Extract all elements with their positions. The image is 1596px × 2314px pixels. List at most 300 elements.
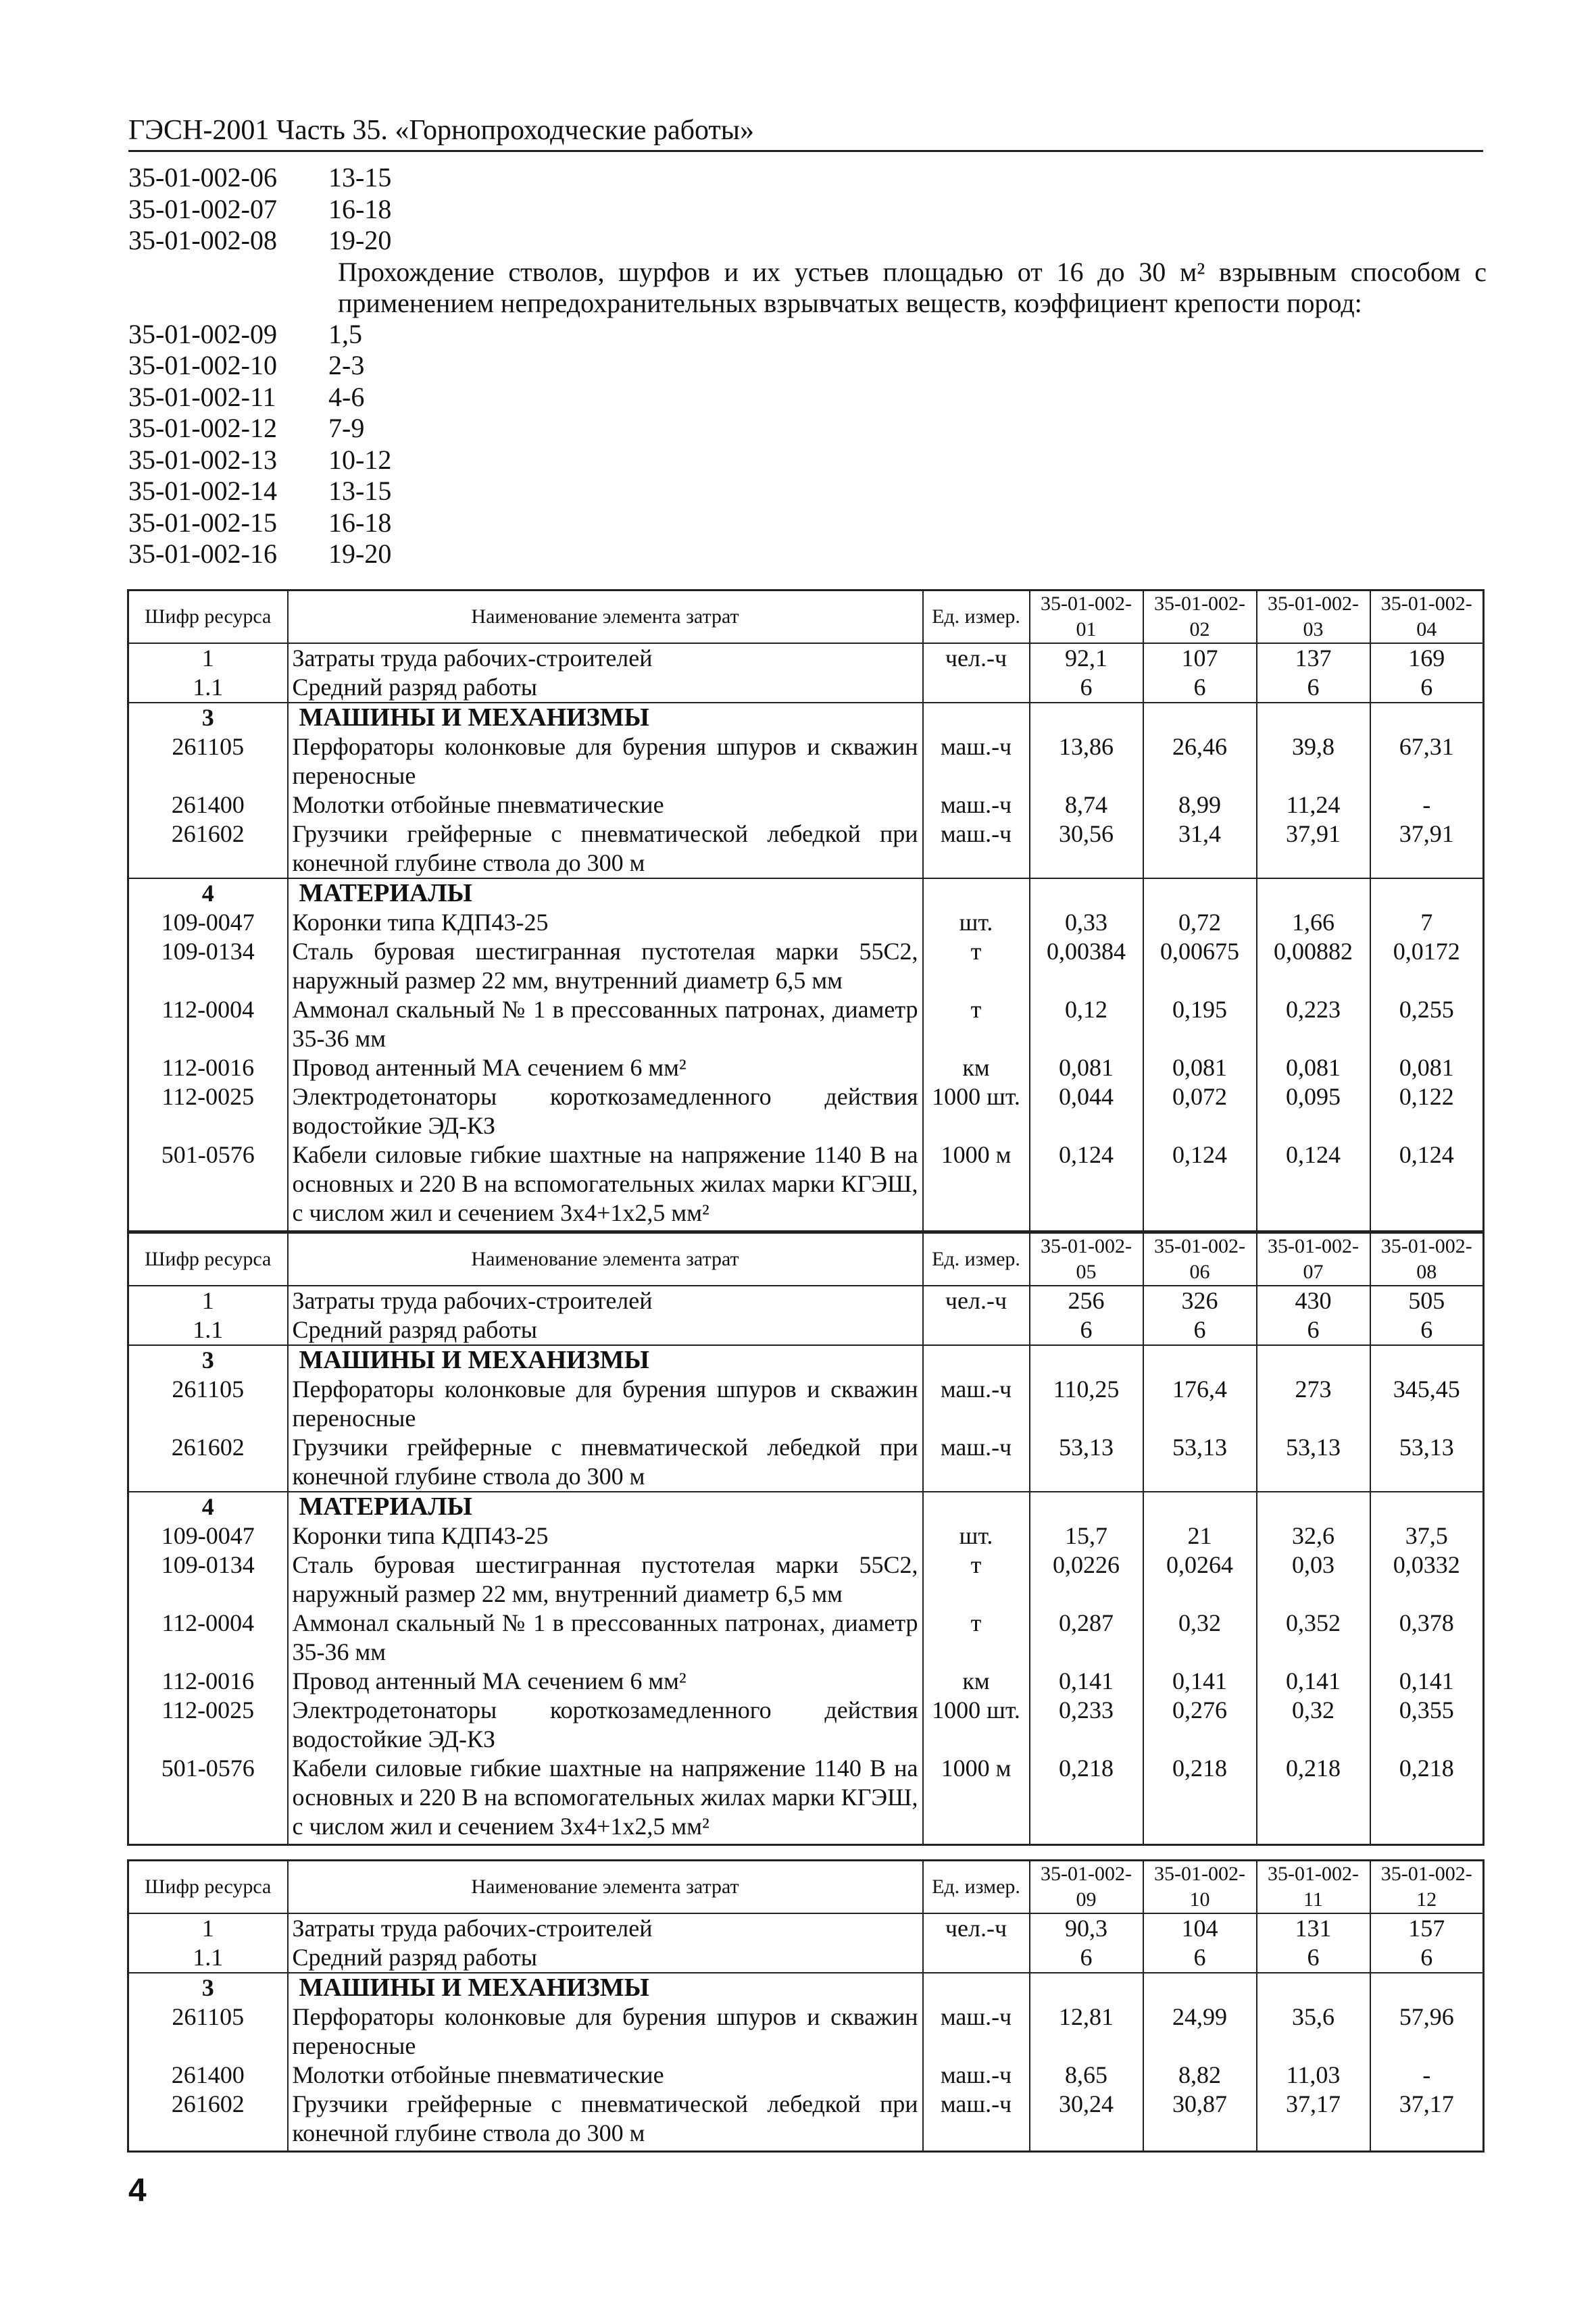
norm-value: 104 <box>1143 1913 1257 1943</box>
resource-unit: чел.-ч <box>923 643 1030 673</box>
norm-code: 35-01-002-08 <box>128 225 277 255</box>
norm-value: 256 <box>1030 1286 1143 1315</box>
resource-name: МАШИНЫ И МЕХАНИЗМЫ <box>288 703 923 732</box>
norm-value: 6 <box>1143 1315 1257 1345</box>
norm-value <box>1370 703 1484 732</box>
header-norm-code: 35-01-002-05 <box>1030 1233 1143 1286</box>
norm-value: 6 <box>1143 673 1257 703</box>
resource-name: Затраты труда рабочих-строителей <box>288 643 923 673</box>
resource-code: 261602 <box>128 1433 288 1492</box>
norm-value: 0,0226 <box>1030 1551 1143 1609</box>
norm-value: 90,3 <box>1030 1913 1143 1943</box>
resource-unit: маш.-ч <box>923 820 1030 878</box>
norm-value: 6 <box>1257 1943 1370 1973</box>
resource-unit <box>923 1943 1030 1973</box>
norm-value: 6 <box>1257 673 1370 703</box>
norm-value: 24,99 <box>1143 2003 1257 2061</box>
norm-value: 0,095 <box>1257 1082 1370 1140</box>
norm-value: 0,195 <box>1143 995 1257 1053</box>
resource-name: Молотки отбойные пневматические <box>288 790 923 820</box>
table-row <box>128 1315 1484 1345</box>
resource-name: МАТЕРИАЛЫ <box>288 878 923 908</box>
section-row <box>128 878 1484 908</box>
norm-value <box>1143 703 1257 732</box>
resource-code: 261602 <box>128 2090 288 2152</box>
section-row <box>128 703 1484 732</box>
resource-name: Средний разряд работы <box>288 1315 923 1345</box>
resource-code: 112-0025 <box>128 1082 288 1140</box>
resource-unit: 1000 шт. <box>923 1696 1030 1754</box>
norm-value: 137 <box>1257 643 1370 673</box>
resource-name: МАТЕРИАЛЫ <box>288 1492 923 1521</box>
table-row <box>128 2090 1484 2152</box>
norm-value: 505 <box>1370 1286 1484 1315</box>
norm-value <box>1257 878 1370 908</box>
header-norm-code: 35-01-002-02 <box>1143 590 1257 644</box>
table-row <box>128 2003 1484 2061</box>
code-line <box>128 382 1487 413</box>
resource-name: Провод антенный МА сечением 6 мм² <box>288 1053 923 1082</box>
resource-code: 261602 <box>128 820 288 878</box>
norm-value: 6 <box>1257 1315 1370 1345</box>
resource-unit: км <box>923 1053 1030 1082</box>
norm-value <box>1257 1973 1370 2003</box>
page-header: ГЭСН-2001 Часть 35. «Горнопроходческие работы» <box>128 114 1483 152</box>
norm-value: 345,45 <box>1370 1375 1484 1433</box>
norm-value: 37,5 <box>1370 1521 1484 1551</box>
norm-value: 0,044 <box>1030 1082 1143 1140</box>
hardness-range: 4-6 <box>328 381 365 412</box>
norm-value <box>1257 703 1370 732</box>
resource-code: 501-0576 <box>128 1754 288 1845</box>
resource-name: МАШИНЫ И МЕХАНИЗМЫ <box>288 1345 923 1375</box>
norm-value: 176,4 <box>1143 1375 1257 1433</box>
resource-code: 3 <box>128 1345 288 1375</box>
page-number: 4 <box>128 2173 147 2209</box>
resource-name: Кабели силовые гибкие шахтные на напряжение 1140 В на основных и 220 В на вспомогательных жилах марки КГЭШ, с числом жил и сечением 3х4+1х2,5 мм² <box>288 1140 923 1232</box>
resource-name: Электродетонаторы короткозамедленного действия водостойкие ЭД-КЗ <box>288 1082 923 1140</box>
norm-code: 35-01-002-11 <box>128 381 276 412</box>
norm-value: 6 <box>1370 1315 1484 1345</box>
norm-value: 0,141 <box>1030 1667 1143 1696</box>
table-row <box>128 790 1484 820</box>
norm-value: 0,03 <box>1257 1551 1370 1609</box>
resource-unit: 1000 м <box>923 1140 1030 1232</box>
resource-code: 109-0134 <box>128 1551 288 1609</box>
code-line <box>128 538 1487 570</box>
norm-value <box>1143 1492 1257 1521</box>
header-norm-code: 35-01-002-04 <box>1370 590 1484 644</box>
header-code: Шифр ресурса <box>128 1233 288 1286</box>
norm-code: 35-01-002-09 <box>128 318 277 349</box>
resource-code: 261105 <box>128 732 288 790</box>
table-row <box>128 673 1484 703</box>
norm-value: 0,072 <box>1143 1082 1257 1140</box>
resource-code: 1.1 <box>128 1943 288 1973</box>
table-header-row <box>128 1233 1484 1286</box>
resource-unit: маш.-ч <box>923 2003 1030 2061</box>
header-norm-code: 35-01-002-11 <box>1257 1861 1370 1914</box>
section-row <box>128 1345 1484 1375</box>
resource-code: 112-0016 <box>128 1667 288 1696</box>
resource-name: Коронки типа КДП43-25 <box>288 1521 923 1551</box>
norm-value: 26,46 <box>1143 732 1257 790</box>
code-line <box>128 350 1487 382</box>
norm-value: 0,0332 <box>1370 1551 1484 1609</box>
norm-value: 30,24 <box>1030 2090 1143 2152</box>
table-row <box>128 1696 1484 1754</box>
norm-value: 15,7 <box>1030 1521 1143 1551</box>
table-row <box>128 2061 1484 2090</box>
table-row <box>128 643 1484 673</box>
norm-value: 0,00384 <box>1030 937 1143 995</box>
norm-value <box>1257 1492 1370 1521</box>
norm-value: 7 <box>1370 908 1484 937</box>
norm-value: 0,00675 <box>1143 937 1257 995</box>
norm-value: 57,96 <box>1370 2003 1484 2061</box>
norm-value: 53,13 <box>1257 1433 1370 1492</box>
resource-name: Молотки отбойные пневматические <box>288 2061 923 2090</box>
header-name: Наименование элемента затрат <box>288 1861 923 1914</box>
code-line <box>128 162 1487 194</box>
header-norm-code: 35-01-002-01 <box>1030 590 1143 644</box>
norm-value: 0,081 <box>1030 1053 1143 1082</box>
norm-value: 30,56 <box>1030 820 1143 878</box>
hardness-range: 16-18 <box>328 507 392 538</box>
norm-code: 35-01-002-13 <box>128 444 277 475</box>
table-row <box>128 908 1484 937</box>
norm-value: 0,124 <box>1257 1140 1370 1232</box>
resource-unit: шт. <box>923 908 1030 937</box>
norm-code: 35-01-002-14 <box>128 476 277 506</box>
header-unit: Ед. измер. <box>923 1861 1030 1914</box>
resource-code: 3 <box>128 1973 288 2003</box>
header-norm-code: 35-01-002-12 <box>1370 1861 1484 1914</box>
norm-value: 0,081 <box>1143 1053 1257 1082</box>
resource-code: 261105 <box>128 1375 288 1433</box>
norm-value: 21 <box>1143 1521 1257 1551</box>
resource-name: Аммонал скальный № 1 в прессованных патронах, диаметр 35-36 мм <box>288 1609 923 1667</box>
code-line <box>128 445 1487 476</box>
norm-value: 157 <box>1370 1913 1484 1943</box>
table-row <box>128 1140 1484 1232</box>
norm-value <box>1030 1345 1143 1375</box>
resource-unit: маш.-ч <box>923 732 1030 790</box>
table-row <box>128 937 1484 995</box>
norm-value: 0,218 <box>1370 1754 1484 1845</box>
hardness-range: 13-15 <box>328 162 392 193</box>
norm-value: 53,13 <box>1370 1433 1484 1492</box>
norm-value <box>1257 1345 1370 1375</box>
resource-unit: шт. <box>923 1521 1030 1551</box>
norm-value <box>1370 1492 1484 1521</box>
norm-value: 0,12 <box>1030 995 1143 1053</box>
norm-value: 8,74 <box>1030 790 1143 820</box>
resource-code: 112-0004 <box>128 995 288 1053</box>
table-row <box>128 1913 1484 1943</box>
norm-value: 37,17 <box>1370 2090 1484 2152</box>
norm-code: 35-01-002-07 <box>128 193 277 224</box>
resource-code: 1.1 <box>128 1315 288 1345</box>
section-row <box>128 1492 1484 1521</box>
norm-value: 0,141 <box>1257 1667 1370 1696</box>
section-description: Прохождение стволов, шурфов и их устьев площадью от 16 до 30 м² взрывным способом с применением непредохранительных взрывчатых веществ, коэффициент крепости пород: <box>338 256 1487 318</box>
norm-value: 13,86 <box>1030 732 1143 790</box>
norm-code: 35-01-002-10 <box>128 350 277 380</box>
norm-value: 53,13 <box>1143 1433 1257 1492</box>
norm-value: 0,287 <box>1030 1609 1143 1667</box>
header-norm-code: 35-01-002-10 <box>1143 1861 1257 1914</box>
resource-name: Грузчики грейферные с пневматической лебедкой при конечной глубине ствола до 300 м <box>288 820 923 878</box>
resource-code: 1 <box>128 1913 288 1943</box>
header-code: Шифр ресурса <box>128 1861 288 1914</box>
norms-table-1 <box>127 589 1485 1232</box>
norm-value: 67,31 <box>1370 732 1484 790</box>
norm-value: 6 <box>1370 673 1484 703</box>
norm-value <box>1370 878 1484 908</box>
norm-value <box>1143 1973 1257 2003</box>
norm-value: 430 <box>1257 1286 1370 1315</box>
table-row <box>128 1433 1484 1492</box>
norm-value: 0,233 <box>1030 1696 1143 1754</box>
resource-name: Сталь буровая шестигранная пустотелая марки 55С2, наружный размер 22 мм, внутренний диаметр 6,5 мм <box>288 1551 923 1609</box>
resource-name: Коронки типа КДП43-25 <box>288 908 923 937</box>
norm-value: 0,352 <box>1257 1609 1370 1667</box>
norm-value: 1,66 <box>1257 908 1370 937</box>
norm-value: 107 <box>1143 643 1257 673</box>
norm-value: 31,4 <box>1143 820 1257 878</box>
norm-value: 0,141 <box>1143 1667 1257 1696</box>
norm-value: 6 <box>1030 1315 1143 1345</box>
resource-code: 1.1 <box>128 673 288 703</box>
resource-code: 4 <box>128 1492 288 1521</box>
resource-unit: маш.-ч <box>923 790 1030 820</box>
norm-value: 0,124 <box>1030 1140 1143 1232</box>
norm-value: 11,24 <box>1257 790 1370 820</box>
resource-name: МАШИНЫ И МЕХАНИЗМЫ <box>288 1973 923 2003</box>
header-norm-code: 35-01-002-06 <box>1143 1233 1257 1286</box>
norm-value: 0,33 <box>1030 908 1143 937</box>
resource-unit <box>923 1492 1030 1521</box>
resource-name: Грузчики грейферные с пневматической лебедкой при конечной глубине ствола до 300 м <box>288 1433 923 1492</box>
norm-code: 35-01-002-12 <box>128 413 277 443</box>
norm-value: 0,218 <box>1030 1754 1143 1845</box>
norm-value: 37,91 <box>1257 820 1370 878</box>
header-norm-code: 35-01-002-07 <box>1257 1233 1370 1286</box>
resource-code: 1 <box>128 643 288 673</box>
resource-unit: т <box>923 995 1030 1053</box>
resource-unit: чел.-ч <box>923 1286 1030 1315</box>
resource-unit: чел.-ч <box>923 1913 1030 1943</box>
header-unit: Ед. измер. <box>923 590 1030 644</box>
resource-name: Средний разряд работы <box>288 1943 923 1973</box>
resource-unit: т <box>923 1551 1030 1609</box>
table-header-row <box>128 1861 1484 1914</box>
resource-name: Провод антенный МА сечением 6 мм² <box>288 1667 923 1696</box>
code-line <box>128 507 1487 539</box>
resource-name: Перфораторы колонковые для бурения шпуров и скважин переносные <box>288 1375 923 1433</box>
norm-value <box>1030 703 1143 732</box>
table-row <box>128 1082 1484 1140</box>
hardness-range: 13-15 <box>328 476 392 506</box>
norm-code: 35-01-002-16 <box>128 538 277 569</box>
norm-value: 11,03 <box>1257 2061 1370 2090</box>
hardness-range: 16-18 <box>328 193 392 224</box>
resource-name: Грузчики грейферные с пневматической лебедкой при конечной глубине ствола до 300 м <box>288 2090 923 2152</box>
header-norm-code: 35-01-002-03 <box>1257 590 1370 644</box>
resource-unit: 1000 м <box>923 1754 1030 1845</box>
norm-value: 12,81 <box>1030 2003 1143 2061</box>
resource-name: Затраты труда рабочих-строителей <box>288 1286 923 1315</box>
norm-value: 37,17 <box>1257 2090 1370 2152</box>
header-name: Наименование элемента затрат <box>288 590 923 644</box>
resource-code: 109-0047 <box>128 1521 288 1551</box>
resource-code: 112-0004 <box>128 1609 288 1667</box>
resource-code: 4 <box>128 878 288 908</box>
norm-value: - <box>1370 790 1484 820</box>
norm-value: 0,32 <box>1143 1609 1257 1667</box>
norm-value: 32,6 <box>1257 1521 1370 1551</box>
resource-code: 112-0016 <box>128 1053 288 1082</box>
code-line <box>128 225 1487 257</box>
norm-value <box>1143 878 1257 908</box>
norm-value: 0,276 <box>1143 1696 1257 1754</box>
norm-value <box>1370 1345 1484 1375</box>
norm-value: 6 <box>1030 1943 1143 1973</box>
norm-value: 0,218 <box>1257 1754 1370 1845</box>
norm-value: 30,87 <box>1143 2090 1257 2152</box>
resource-code: 3 <box>128 703 288 732</box>
norm-value: 0,218 <box>1143 1754 1257 1845</box>
table-row <box>128 1053 1484 1082</box>
code-line <box>128 476 1487 507</box>
norm-value: 37,91 <box>1370 820 1484 878</box>
table-row <box>128 820 1484 878</box>
norm-value: 0,72 <box>1143 908 1257 937</box>
norm-value: 39,8 <box>1257 732 1370 790</box>
norm-value: 0,124 <box>1143 1140 1257 1232</box>
norm-value: 6 <box>1143 1943 1257 1973</box>
resource-unit <box>923 878 1030 908</box>
norm-value: 6 <box>1370 1943 1484 1973</box>
resource-code: 261105 <box>128 2003 288 2061</box>
resource-name: Аммонал скальный № 1 в прессованных патронах, диаметр 35-36 мм <box>288 995 923 1053</box>
hardness-range: 19-20 <box>328 538 392 569</box>
norms-table-3 <box>127 1859 1485 2153</box>
code-list <box>128 162 1487 570</box>
hardness-range: 7-9 <box>328 413 365 443</box>
norm-value <box>1370 1973 1484 2003</box>
resource-name: Перфораторы колонковые для бурения шпуров и скважин переносные <box>288 2003 923 2061</box>
norm-value: 131 <box>1257 1913 1370 1943</box>
resource-unit: маш.-ч <box>923 1375 1030 1433</box>
norm-value <box>1030 1973 1143 2003</box>
table-header-row <box>128 590 1484 644</box>
norm-value: 35,6 <box>1257 2003 1370 2061</box>
norm-value: 0,141 <box>1370 1667 1484 1696</box>
table-row <box>128 732 1484 790</box>
resource-name: Перфораторы колонковые для бурения шпуров и скважин переносные <box>288 732 923 790</box>
norm-value: 6 <box>1030 673 1143 703</box>
resource-unit <box>923 1315 1030 1345</box>
resource-name: Сталь буровая шестигранная пустотелая марки 55С2, наружный размер 22 мм, внутренний диаметр 6,5 мм <box>288 937 923 995</box>
hardness-range: 2-3 <box>328 350 365 380</box>
norm-value: 110,25 <box>1030 1375 1143 1433</box>
resource-unit <box>923 673 1030 703</box>
norm-value <box>1143 1345 1257 1375</box>
section-row <box>128 1973 1484 2003</box>
code-line <box>128 413 1487 445</box>
table-row <box>128 1754 1484 1845</box>
norm-value: 0,0264 <box>1143 1551 1257 1609</box>
resource-name: Электродетонаторы короткозамедленного действия водостойкие ЭД-КЗ <box>288 1696 923 1754</box>
table-row <box>128 1609 1484 1667</box>
table-row <box>128 1943 1484 1973</box>
norm-value: 0,00882 <box>1257 937 1370 995</box>
resource-unit: маш.-ч <box>923 2061 1030 2090</box>
norm-value: 169 <box>1370 643 1484 673</box>
norm-value: 0,081 <box>1257 1053 1370 1082</box>
table-row <box>128 995 1484 1053</box>
header-name: Наименование элемента затрат <box>288 1233 923 1286</box>
norm-code: 35-01-002-06 <box>128 162 277 193</box>
resource-code: 109-0134 <box>128 937 288 995</box>
resource-unit <box>923 1345 1030 1375</box>
norm-value: - <box>1370 2061 1484 2090</box>
resource-code: 261400 <box>128 2061 288 2090</box>
header-code: Шифр ресурса <box>128 590 288 644</box>
norm-value: 0,355 <box>1370 1696 1484 1754</box>
resource-unit: маш.-ч <box>923 2090 1030 2152</box>
norm-code: 35-01-002-15 <box>128 507 277 538</box>
norm-value <box>1030 1492 1143 1521</box>
resource-unit: маш.-ч <box>923 1433 1030 1492</box>
resource-code: 501-0576 <box>128 1140 288 1232</box>
hardness-range: 1,5 <box>328 318 362 349</box>
resource-unit: км <box>923 1667 1030 1696</box>
table-row <box>128 1375 1484 1433</box>
resource-name: Средний разряд работы <box>288 673 923 703</box>
norm-value: 0,0172 <box>1370 937 1484 995</box>
resource-code: 261400 <box>128 790 288 820</box>
norm-value: 0,255 <box>1370 995 1484 1053</box>
resource-name: Затраты труда рабочих-строителей <box>288 1913 923 1943</box>
hardness-range: 10-12 <box>328 444 392 475</box>
norm-value: 8,65 <box>1030 2061 1143 2090</box>
norm-value: 0,081 <box>1370 1053 1484 1082</box>
norm-value: 0,122 <box>1370 1082 1484 1140</box>
norm-value: 8,99 <box>1143 790 1257 820</box>
norm-value: 273 <box>1257 1375 1370 1433</box>
table-row <box>128 1667 1484 1696</box>
resource-code: 112-0025 <box>128 1696 288 1754</box>
header-unit: Ед. измер. <box>923 1233 1030 1286</box>
norm-value: 8,82 <box>1143 2061 1257 2090</box>
norm-value: 326 <box>1143 1286 1257 1315</box>
norm-value <box>1030 878 1143 908</box>
table-row <box>128 1286 1484 1315</box>
resource-unit <box>923 703 1030 732</box>
norm-value: 53,13 <box>1030 1433 1143 1492</box>
resource-unit: 1000 шт. <box>923 1082 1030 1140</box>
hardness-range: 19-20 <box>328 225 392 255</box>
norms-table-2 <box>127 1232 1485 1846</box>
header-norm-code: 35-01-002-09 <box>1030 1861 1143 1914</box>
header-norm-code: 35-01-002-08 <box>1370 1233 1484 1286</box>
resource-code: 109-0047 <box>128 908 288 937</box>
norm-value: 0,223 <box>1257 995 1370 1053</box>
resource-unit <box>923 1973 1030 2003</box>
